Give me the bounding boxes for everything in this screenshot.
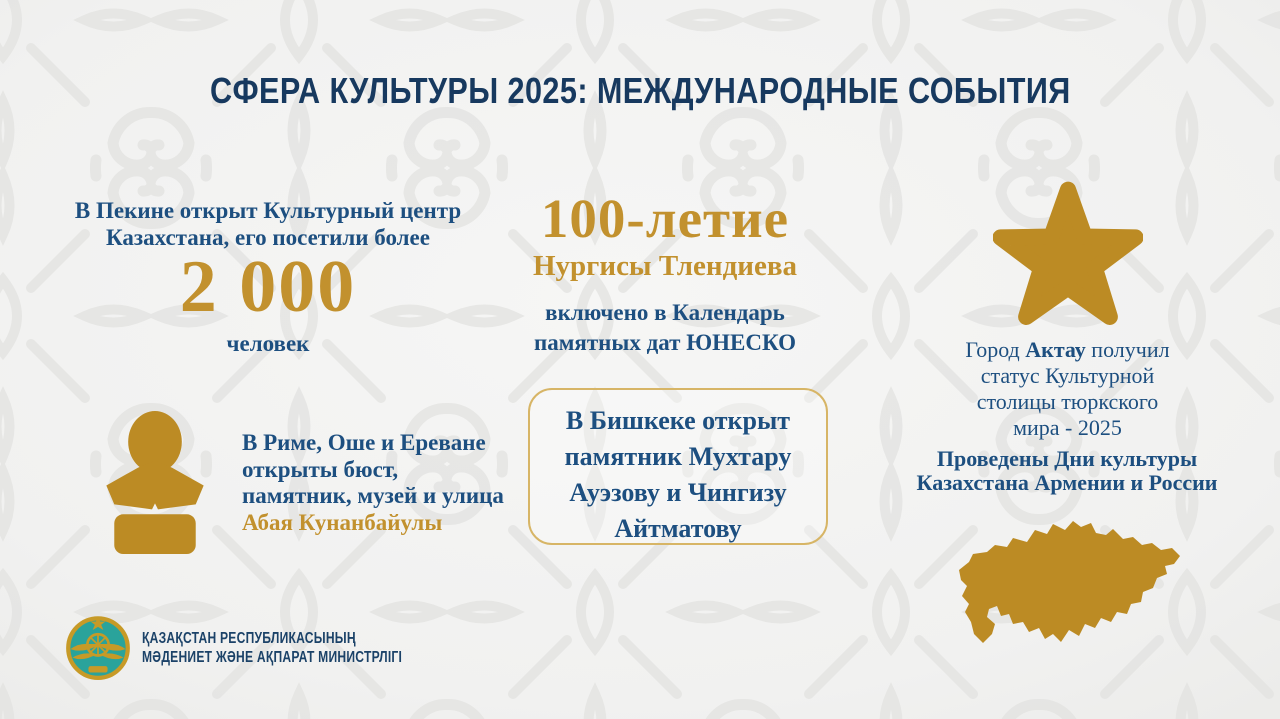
tlendiev-headline: 100-летие xyxy=(540,188,790,249)
beijing-visitors-caption: человек xyxy=(226,331,310,356)
aktau-line1 xyxy=(925,337,1210,363)
culture-days-line1: Проведены Дни культуры xyxy=(936,446,1198,471)
abai-text xyxy=(242,430,532,536)
star-icon xyxy=(993,178,1143,326)
abai-line1: В Риме, Оше и Ереване xyxy=(242,430,486,455)
bishkek-box xyxy=(528,388,828,545)
ministry-name xyxy=(142,629,402,667)
tlendiev-sub-line2: памятных дат ЮНЕСКО xyxy=(534,330,796,355)
beijing-heading xyxy=(62,197,474,251)
tlendiev-name: Нургисы Тлендиева xyxy=(533,250,797,282)
page-title xyxy=(0,70,1280,112)
tlendiev-block xyxy=(480,190,850,358)
aktau-line1-pre: Город xyxy=(965,337,1026,362)
bishkek-line1: В Бишкеке открыт xyxy=(565,406,791,435)
page-title-text: СФЕРА КУЛЬТУРЫ 2025: МЕЖДУНАРОДНЫЕ СОБЫТИЯ xyxy=(209,70,1071,111)
tlendiev-sub-line1: включено в Календарь xyxy=(545,300,785,325)
culture-days-line2: Казахстана Армении и России xyxy=(916,470,1218,495)
beijing-line1: В Пекине открыт Культурный центр xyxy=(74,198,462,223)
abai-line3: памятник, музей и улица xyxy=(242,483,504,508)
bishkek-line4: Айтматову xyxy=(614,514,742,543)
aktau-line4: мира - 2025 xyxy=(1013,415,1122,440)
aktau-city-name: Актау xyxy=(1025,337,1086,362)
aktau-line1-post: получил xyxy=(1085,337,1170,362)
abai-name: Абая Кунанбайулы xyxy=(242,509,443,535)
bishkek-line3: Ауэзову и Чингизу xyxy=(569,478,787,507)
culture-days-text xyxy=(887,447,1247,495)
abai-line2: открыты бюст, xyxy=(242,456,399,482)
aktau-text xyxy=(925,337,1210,441)
ministry-name-line1: ҚАЗАҚСТАН РЕСПУБЛИКАСЫНЫҢ xyxy=(142,630,356,647)
aktau-line2: статус Культурной xyxy=(980,363,1155,388)
beijing-visitors-number: 2 000 xyxy=(179,246,357,328)
kazakhstan-map xyxy=(944,512,1186,652)
tlendiev-subtext xyxy=(480,298,850,358)
bishkek-text xyxy=(530,390,826,547)
beijing-line2: Казахстана, его посетили более xyxy=(106,225,430,250)
aktau-line3: столицы тюркского xyxy=(976,389,1159,414)
kazakhstan-emblem xyxy=(64,613,132,681)
ministry-name-line2: МӘДЕНИЕТ ЖӘНЕ АҚПАРАТ МИНИСТРЛІГІ xyxy=(142,649,403,666)
bishkek-line2: памятник Мухтару xyxy=(564,442,792,471)
bust-icon xyxy=(100,411,210,558)
